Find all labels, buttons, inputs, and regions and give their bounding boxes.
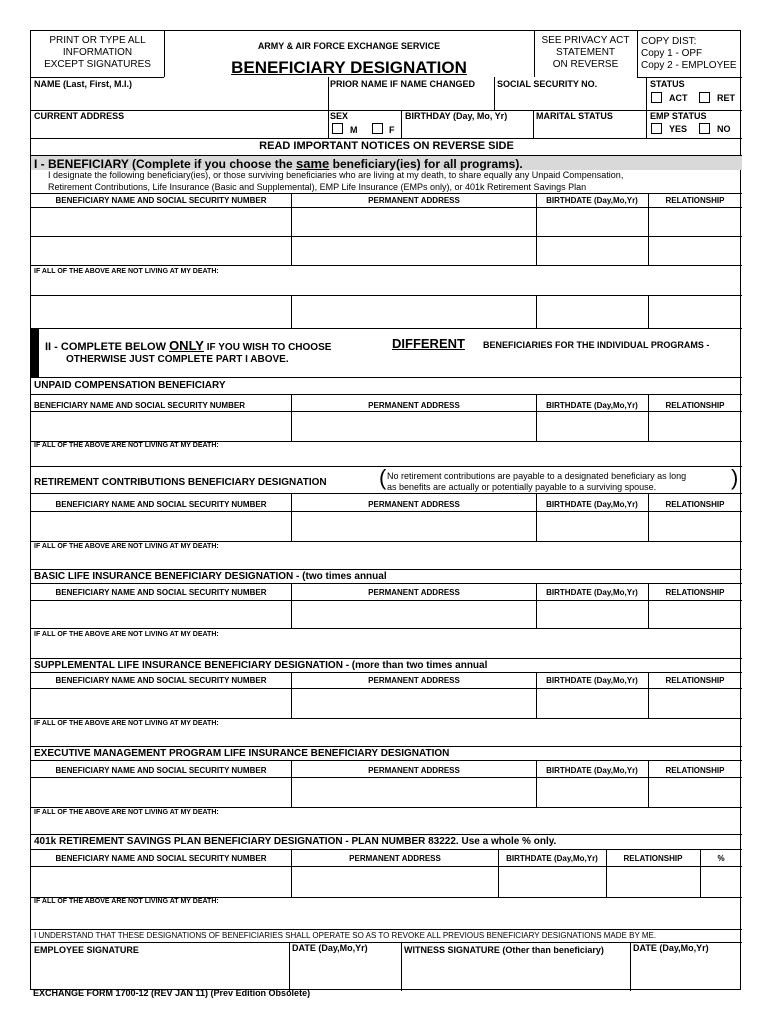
part1-heading-text: beneficiary(ies) for all programs). [329, 157, 523, 171]
col-header-name-ssn: BENEFICIARY NAME AND SOCIAL SECURITY NUMBER [55, 196, 267, 205]
part2-heading [45, 337, 331, 355]
print-instructions-line: PRINT OR TYPE ALL [49, 35, 146, 46]
status-ret-label: RET [717, 93, 735, 103]
col-header-birthdate: BIRTHDATE (Day,Mo,Yr) [546, 196, 638, 205]
marital-status-label: MARITAL STATUS [536, 111, 613, 121]
k401-address-field[interactable] [295, 870, 499, 895]
emp-yes-checkbox[interactable] [651, 123, 662, 134]
retirement-birthdate-field[interactable] [539, 515, 649, 539]
agency-name: ARMY & AIR FORCE EXCHANGE SERVICE [257, 41, 441, 51]
part2-heading-text: II - COMPLETE BELOW [45, 341, 170, 353]
supp-life-birthdate-field[interactable] [539, 692, 649, 716]
col-header-relationship: RELATIONSHIP [665, 766, 725, 775]
supp-life-name-field[interactable] [34, 692, 292, 716]
k401-birthdate-field[interactable] [501, 870, 607, 895]
notice-heading: READ IMPORTANT NOTICES ON REVERSE SIDE [259, 140, 514, 152]
p1-contingent-birthdate-field[interactable] [539, 300, 649, 326]
status-ret-checkbox[interactable] [699, 92, 710, 103]
basic-life-address-field[interactable] [295, 604, 537, 627]
emp-life-contingent-label: IF ALL OF THE ABOVE ARE NOT LIVING AT MY DEATH: [34, 809, 219, 816]
date2-label: DATE (Day,Mo,Yr) [633, 943, 709, 953]
p1-row2-address-field[interactable] [295, 240, 537, 264]
col-header-birthdate: BIRTHDATE (Day,Mo,Yr) [546, 500, 638, 509]
status-act-checkbox[interactable] [651, 92, 662, 103]
name-field[interactable] [34, 91, 328, 111]
print-instructions-line: EXCEPT SIGNATURES [44, 59, 151, 70]
retirement-relationship-field[interactable] [651, 515, 743, 539]
retirement-note [387, 471, 733, 493]
basic-life-name-field[interactable] [34, 604, 292, 627]
emp-life-birthdate-field[interactable] [539, 781, 649, 805]
part2-marker [31, 328, 39, 377]
form-identifier: EXCHANGE FORM 1700-12 (REV JAN 11) (Prev Edition Obsolete) [33, 988, 311, 998]
part2-different: DIFFERENT [392, 336, 465, 351]
sex-m-checkbox[interactable] [332, 123, 343, 134]
unpaid-relationship-field[interactable] [651, 415, 743, 439]
col-header-address: PERMANENT ADDRESS [368, 676, 460, 685]
revocation-statement: I UNDERSTAND THAT THESE DESIGNATIONS OF BENEFICIARIES SHALL OPERATE SO AS TO REVOKE ALL PREVIOUS BENEFICIARY DESIGNATIONS MADE BY ME. [34, 931, 657, 940]
p1-row1-relationship-field[interactable] [651, 211, 743, 235]
witness-signature-field[interactable] [404, 957, 626, 983]
retirement-section-title: RETIREMENT CONTRIBUTIONS BENEFICIARY DESIGNATION [34, 477, 327, 488]
emp-life-relationship-field[interactable] [651, 781, 743, 805]
part2-heading-text: BENEFICIARIES FOR THE INDIVIDUAL PROGRAMS - [483, 340, 710, 350]
sex-label: SEX [330, 111, 349, 121]
supp-life-section-title: SUPPLEMENTAL LIFE INSURANCE BENEFICIARY DESIGNATION - (more than two times annual [34, 660, 488, 671]
col-header-relationship: RELATIONSHIP [665, 588, 725, 597]
witness-signature-label: WITNESS SIGNATURE (Other than beneficiary) [404, 945, 604, 955]
beneficiary-form [30, 30, 741, 990]
col-header-birthdate: BIRTHDATE (Day,Mo,Yr) [546, 676, 638, 685]
basic-life-contingent-label: IF ALL OF THE ABOVE ARE NOT LIVING AT MY DEATH: [34, 631, 219, 638]
col-header-name-ssn: BENEFICIARY NAME AND SOCIAL SECURITY NUMBER [55, 500, 267, 509]
copy-dist-line: Copy 2 - EMPLOYEE [641, 60, 737, 71]
ssn-label: SOCIAL SECURITY NO. [497, 79, 598, 89]
k401-relationship-field[interactable] [609, 870, 701, 895]
copy-dist-line: COPY DIST: [641, 36, 697, 47]
part2-heading-line2: OTHERWISE JUST COMPLETE PART I ABOVE. [66, 354, 289, 365]
col-header-relationship: RELATIONSHIP [623, 854, 683, 863]
retirement-note-open-paren: ( [379, 465, 387, 490]
emp-yes-label: YES [669, 124, 688, 134]
date1-label: DATE (Day,Mo,Yr) [292, 943, 368, 953]
basic-life-birthdate-field[interactable] [539, 604, 649, 627]
unpaid-contingent-label: IF ALL OF THE ABOVE ARE NOT LIVING AT MY DEATH: [34, 442, 219, 449]
p1-row2-relationship-field[interactable] [651, 240, 743, 264]
emp-status-label: EMP STATUS [650, 111, 707, 121]
unpaid-birthdate-field[interactable] [539, 415, 649, 439]
sex-f-checkbox[interactable] [372, 123, 383, 134]
retirement-note-line: as benefits are actually or potentially payable to a surviving spouse. [387, 482, 657, 492]
emp-no-checkbox[interactable] [699, 123, 710, 134]
p1-row1-birthdate-field[interactable] [539, 211, 649, 235]
col-header-relationship: RELATIONSHIP [665, 500, 725, 509]
employee-signature-field[interactable] [34, 957, 286, 983]
emp-no-label: NO [717, 124, 731, 134]
retirement-name-field[interactable] [34, 515, 292, 539]
name-label: NAME (Last, First, M.I.) [34, 79, 133, 89]
k401-name-field[interactable] [34, 870, 292, 895]
p1-contingent-relationship-field[interactable] [651, 300, 743, 326]
part1-heading [34, 156, 523, 171]
supp-life-address-field[interactable] [295, 692, 537, 716]
privacy-note-line: SEE PRIVACY ACT [541, 35, 630, 46]
col-header-name-ssn: BENEFICIARY NAME AND SOCIAL SECURITY NUMBER [34, 401, 245, 410]
p1-contingent-label: IF ALL OF THE ABOVE ARE NOT LIVING AT MY DEATH: [34, 268, 219, 275]
col-header-address: PERMANENT ADDRESS [368, 500, 460, 509]
col-header-address: PERMANENT ADDRESS [368, 196, 460, 205]
p1-contingent-name-field[interactable] [34, 300, 292, 326]
col-header-relationship: RELATIONSHIP [665, 401, 725, 410]
retirement-note-line: No retirement contributions are payable to a designated beneficiary as long [387, 471, 687, 481]
sex-f-label: F [389, 125, 395, 135]
ssn-field[interactable] [497, 91, 646, 111]
col-header-address: PERMANENT ADDRESS [349, 854, 441, 863]
prior-name-label: PRIOR NAME IF NAME CHANGED [330, 79, 476, 89]
unpaid-section-title: UNPAID COMPENSATION BENEFICIARY [34, 380, 226, 391]
birthday-field[interactable] [405, 123, 533, 139]
privacy-note-line: ON REVERSE [552, 59, 619, 70]
privacy-note [534, 35, 637, 71]
retirement-contingent-label: IF ALL OF THE ABOVE ARE NOT LIVING AT MY DEATH: [34, 543, 219, 550]
col-header-relationship: RELATIONSHIP [665, 196, 725, 205]
p1-row1-address-field[interactable] [295, 211, 537, 235]
sex-m-label: M [350, 125, 358, 135]
p1-row1-name-field[interactable] [34, 211, 292, 235]
col-header-percent: % [717, 854, 725, 863]
k401-percent-field[interactable] [703, 870, 743, 895]
part1-heading-text: I - BENEFICIARY (Complete if you choose the [34, 157, 297, 171]
col-header-birthdate: BIRTHDATE (Day,Mo,Yr) [506, 854, 598, 863]
emp-life-address-field[interactable] [295, 781, 537, 805]
employee-signature-label: EMPLOYEE SIGNATURE [34, 945, 139, 955]
prior-name-field[interactable] [330, 91, 494, 111]
k401-section-title: 401k RETIREMENT SAVINGS PLAN BENEFICIARY DESIGNATION - PLAN NUMBER 83222. Use a whole % only. [34, 836, 557, 847]
status-act-label: ACT [669, 93, 688, 103]
birthday-label: BIRTHDAY (Day, Mo, Yr) [405, 111, 508, 121]
col-header-address: PERMANENT ADDRESS [368, 588, 460, 597]
col-header-birthdate: BIRTHDATE (Day,Mo,Yr) [546, 401, 638, 410]
status-label: STATUS [650, 79, 685, 89]
unpaid-address-field[interactable] [295, 415, 537, 439]
privacy-note-line: STATEMENT [555, 47, 616, 58]
part1-designation-text: I designate the following beneficiary(ies), or those surviving beneficiaries who are living at my death, to share equally any Unpaid Compensation, [48, 170, 624, 180]
part1-heading-same: same [296, 156, 330, 171]
basic-life-relationship-field[interactable] [651, 604, 743, 627]
emp-life-section-title: EXECUTIVE MANAGEMENT PROGRAM LIFE INSURANCE BENEFICIARY DESIGNATION [34, 748, 450, 759]
retirement-address-field[interactable] [295, 515, 537, 539]
col-header-address: PERMANENT ADDRESS [368, 766, 460, 775]
col-header-relationship: RELATIONSHIP [665, 676, 725, 685]
p1-row2-name-field[interactable] [34, 240, 292, 264]
form-title: BENEFICIARY DESIGNATION [231, 58, 467, 77]
print-instructions [31, 35, 164, 71]
basic-life-section-title: BASIC LIFE INSURANCE BENEFICIARY DESIGNATION - (two times annual [34, 571, 387, 582]
unpaid-name-field[interactable] [34, 415, 292, 439]
part2-heading-text: IF YOU WISH TO CHOOSE [203, 342, 332, 353]
copy-distribution [641, 36, 741, 72]
marital-status-field[interactable] [536, 123, 646, 139]
col-header-name-ssn: BENEFICIARY NAME AND SOCIAL SECURITY NUMBER [55, 588, 267, 597]
address-label: CURRENT ADDRESS [34, 111, 125, 121]
col-header-birthdate: BIRTHDATE (Day,Mo,Yr) [546, 766, 638, 775]
col-header-name-ssn: BENEFICIARY NAME AND SOCIAL SECURITY NUMBER [55, 766, 267, 775]
date2-field[interactable] [633, 957, 742, 985]
supp-life-relationship-field[interactable] [651, 692, 743, 716]
emp-life-name-field[interactable] [34, 781, 292, 805]
date1-field[interactable] [292, 957, 402, 985]
part2-only: ONLY [169, 338, 204, 353]
col-header-address: PERMANENT ADDRESS [368, 401, 460, 410]
retirement-note-close-paren: ) [731, 465, 739, 490]
address-field[interactable] [34, 123, 328, 139]
col-header-birthdate: BIRTHDATE (Day,Mo,Yr) [546, 588, 638, 597]
k401-contingent-label: IF ALL OF THE ABOVE ARE NOT LIVING AT MY DEATH: [34, 898, 219, 905]
supp-life-contingent-label: IF ALL OF THE ABOVE ARE NOT LIVING AT MY DEATH: [34, 720, 219, 727]
col-header-name-ssn: BENEFICIARY NAME AND SOCIAL SECURITY NUMBER [55, 854, 267, 863]
part1-designation-text: Retirement Contributions, Life Insurance (Basic and Supplemental), EMP Life Insurance (EMPs only), or 401k Retirement Savings Plan [48, 182, 587, 192]
col-header-name-ssn: BENEFICIARY NAME AND SOCIAL SECURITY NUMBER [55, 676, 267, 685]
p1-row2-birthdate-field[interactable] [539, 240, 649, 264]
p1-contingent-address-field[interactable] [295, 300, 537, 326]
copy-dist-line: Copy 1 - OPF [641, 48, 703, 59]
print-instructions-line: INFORMATION [62, 47, 133, 58]
